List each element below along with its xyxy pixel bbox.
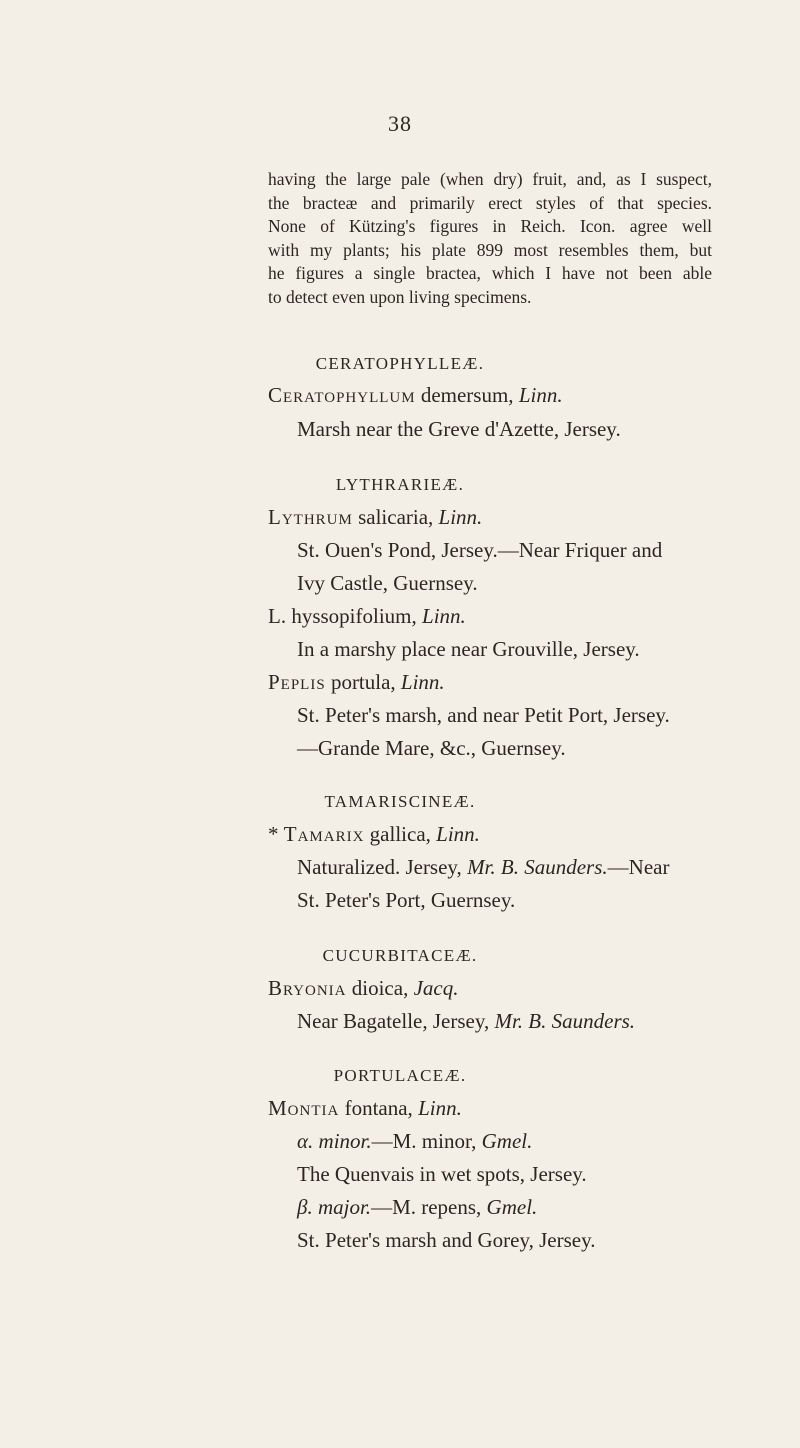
locality: St. Ouen's Pond, Jersey.—Near Friquer and — [297, 538, 663, 562]
family-heading-ceratophylleae: CERATOPHYLLEÆ. — [315, 354, 485, 373]
species-epithet: dioica, — [346, 976, 414, 1000]
locality — [297, 855, 669, 880]
locality-text: —Near — [607, 855, 670, 879]
family-heading-lythrarieae: LYTHRARIEÆ. — [335, 475, 465, 494]
species-epithet: salicaria, — [352, 505, 439, 529]
intro-paragraph — [268, 168, 712, 309]
variety-beta — [297, 1195, 537, 1220]
genus-name: Lythrum — [268, 505, 353, 529]
authority: Linn. — [400, 670, 445, 694]
intro-line: to detect even upon living specimens. — [268, 286, 532, 307]
naturalized-marker: * — [268, 822, 284, 846]
locality: Ivy Castle, Guernsey. — [297, 571, 478, 595]
locality: The Quenvais in wet spots, Jersey. — [297, 1162, 587, 1186]
locality: In a marshy place near Grouville, Jersey. — [297, 637, 640, 661]
genus-name: Bryonia — [268, 976, 347, 1000]
locality: St. Peter's marsh and Gorey, Jersey. — [297, 1228, 596, 1252]
species-entry-montia — [268, 1096, 462, 1121]
authority: Jacq. — [413, 976, 459, 1000]
locality: St. Peter's marsh, and near Petit Port, Jersey. — [297, 703, 670, 727]
family-heading-portulaceae: PORTULACEÆ. — [333, 1066, 467, 1085]
species-epithet: hyssopifolium, — [286, 604, 423, 628]
locality: Marsh near the Greve d'Azette, Jersey. — [297, 417, 621, 441]
collector: Mr. B. Saunders. — [467, 855, 608, 879]
locality-text: Near Bagatelle, Jersey, — [297, 1009, 495, 1033]
intro-line: None of Kützing's figures in Reich. Icon. agree well — [268, 216, 712, 236]
page-number: 38 — [388, 111, 412, 136]
species-entry-peplis — [268, 670, 445, 695]
genus-name: L. — [268, 604, 287, 628]
locality: —Grande Mare, &c., Guernsey. — [297, 736, 566, 760]
genus-name: Montia — [268, 1096, 340, 1120]
family-heading-tamariscineae: TAMARISCINEÆ. — [324, 792, 476, 811]
synonym: —M. repens, — [371, 1195, 487, 1219]
intro-line: the bracteæ and primarily erect styles of that species. — [268, 192, 712, 213]
family-heading-cucurbitaceae: CUCURBITACEÆ. — [322, 946, 478, 965]
authority: Linn. — [438, 505, 483, 529]
locality — [297, 1009, 635, 1034]
species-entry-tamarix — [268, 822, 480, 847]
authority: Linn. — [422, 604, 466, 628]
collector: Mr. B. Saunders. — [494, 1009, 636, 1033]
species-entry-hyssopifolium — [268, 604, 466, 629]
variety-label: α. minor. — [297, 1129, 372, 1153]
intro-line: having the large pale (when dry) fruit, and, as I suspect, — [268, 169, 712, 189]
genus-name: Ceratophyllum — [268, 383, 416, 407]
species-entry-lythrum — [268, 505, 482, 530]
species-entry-bryonia — [268, 976, 458, 1001]
locality: St. Peter's Port, Guernsey. — [297, 888, 516, 912]
genus-name: Tamarix — [283, 822, 365, 846]
authority: Linn. — [518, 383, 563, 407]
variety-alpha — [297, 1129, 532, 1154]
genus-name: Peplis — [268, 670, 326, 694]
synonym: —M. minor, — [371, 1129, 482, 1153]
species-epithet: portula, — [325, 670, 401, 694]
variety-label: β. major. — [297, 1195, 372, 1219]
species-entry-ceratophyllum — [268, 383, 563, 408]
intro-line: with my plants; his plate 899 most resembles them, but — [268, 239, 712, 260]
species-epithet: gallica, — [364, 822, 437, 846]
locality-text: Naturalized. Jersey, — [297, 855, 468, 879]
authority: Gmel. — [486, 1195, 538, 1219]
intro-line: he figures a single bractea, which I have not been able — [268, 263, 712, 283]
authority: Linn. — [436, 822, 480, 846]
authority: Linn. — [418, 1096, 462, 1120]
authority: Gmel. — [481, 1129, 533, 1153]
species-epithet: fontana, — [339, 1096, 419, 1120]
species-epithet: demersum, — [415, 383, 519, 407]
